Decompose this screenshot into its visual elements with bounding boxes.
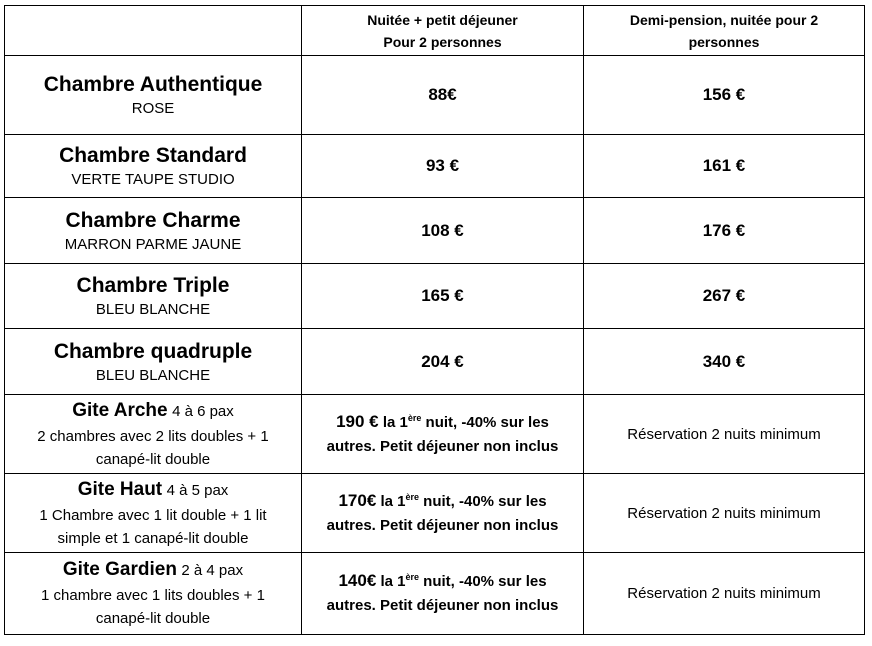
gite-row: [5, 474, 865, 553]
gite-desc-line2: canapé-lit double: [95, 450, 211, 468]
header-bb-line1: Nuitée + petit déjeuner: [367, 11, 518, 28]
room-cell: [5, 198, 302, 264]
room-price-half: 267 €: [584, 264, 865, 329]
gite-price-sup: ère: [407, 412, 422, 423]
room-colors: MARRON PARME JAUNE: [64, 235, 242, 253]
gite-desc-line1: 1 Chambre avec 1 lit double + 1 lit: [39, 506, 267, 524]
gite-price-text-b: nuit, -40% sur les: [423, 492, 547, 510]
gite-name: Gite Haut: [77, 478, 163, 500]
room-price-bb: 93 €: [302, 135, 584, 198]
room-cell: [5, 56, 302, 135]
room-name: Chambre Triple: [76, 274, 230, 297]
room-colors: VERTE TAUPE STUDIO: [71, 171, 235, 188]
gite-price-text-b: nuit, -40% sur les: [423, 573, 547, 590]
room-colors: BLEU BLANCHE: [95, 301, 211, 318]
header-empty-cell: [5, 6, 302, 56]
room-cell: [5, 329, 302, 395]
room-row: [5, 264, 865, 329]
gite-row: [5, 553, 865, 635]
gite-reservation: Réservation 2 nuits minimum: [584, 395, 865, 474]
room-name: Chambre quadruple: [53, 339, 253, 363]
header-bb-line2: Pour 2 personnes: [383, 33, 502, 50]
gite-pax: 4 à 6 pax: [172, 402, 234, 420]
gite-cell: [5, 553, 302, 635]
gite-price: [302, 553, 584, 635]
room-price-half: 176 €: [584, 198, 865, 264]
gite-amount: 190 €: [336, 411, 379, 431]
room-row: [5, 198, 865, 264]
room-row: [5, 135, 865, 198]
gite-title: [11, 398, 295, 425]
gite-price-text-a: la 1: [380, 573, 406, 590]
room-row: [5, 56, 865, 135]
gite-desc-line1: 1 chambre avec 1 lits doubles + 1: [41, 587, 265, 604]
gite-cell: [5, 474, 302, 553]
gite-desc-line1: 2 chambres avec 2 lits doubles + 1: [37, 427, 269, 445]
gite-pax: 4 à 5 pax: [166, 481, 229, 499]
room-cell: [5, 135, 302, 198]
gite-desc-line2: canapé-lit double: [95, 610, 211, 627]
gite-reservation: Réservation 2 nuits minimum: [584, 553, 865, 635]
gite-name: Gite Arche: [72, 399, 168, 421]
room-price-bb: 204 €: [302, 329, 584, 395]
room-name: Chambre Standard: [59, 144, 247, 167]
room-price-half: 161 €: [584, 135, 865, 198]
header-half-line1: Demi-pension, nuitée pour 2: [629, 11, 819, 28]
gite-price-line2: autres. Petit déjeuner non inclus: [326, 516, 559, 534]
gite-pax: 2 à 4 pax: [181, 562, 244, 579]
room-price-half: 340 €: [584, 329, 865, 395]
room-price-bb: 88€: [302, 56, 584, 135]
gite-price: [302, 474, 584, 553]
gite-price-sup: ère: [405, 491, 419, 502]
room-row: [5, 329, 865, 395]
gite-row: [5, 395, 865, 474]
gite-price-text-a: la 1: [382, 413, 408, 431]
gite-price-text-a: la 1: [380, 492, 406, 510]
pricing-table: [4, 5, 865, 635]
gite-amount: 140€: [338, 571, 377, 590]
room-name: Chambre Charme: [65, 208, 241, 232]
gite-price-text-b: nuit, -40% sur les: [425, 413, 549, 431]
header-bed-breakfast: [302, 6, 584, 56]
gite-cell: [5, 395, 302, 474]
gite-price-sup: ère: [405, 572, 419, 582]
gite-price: [302, 395, 584, 474]
header-half-line2: personnes: [688, 33, 760, 50]
gite-title: [11, 557, 295, 584]
gite-name: Gite Gardien: [62, 559, 177, 580]
room-price-bb: 108 €: [302, 198, 584, 264]
room-price-half: 156 €: [584, 56, 865, 135]
gite-title: [11, 477, 295, 504]
room-price-bb: 165 €: [302, 264, 584, 329]
gite-price-line2: autres. Petit déjeuner non inclus: [326, 437, 559, 455]
room-name: Chambre Authentique: [43, 73, 263, 96]
header-half-board: [584, 6, 865, 56]
room-colors: BLEU BLANCHE: [95, 366, 211, 384]
gite-reservation: Réservation 2 nuits minimum: [584, 474, 865, 553]
header-row: [5, 6, 865, 56]
gite-amount: 170€: [338, 490, 377, 510]
gite-price-line2: autres. Petit déjeuner non inclus: [326, 597, 559, 614]
gite-desc-line2: simple et 1 canapé-lit double: [57, 529, 249, 547]
room-cell: [5, 264, 302, 329]
room-colors: ROSE: [131, 100, 175, 117]
